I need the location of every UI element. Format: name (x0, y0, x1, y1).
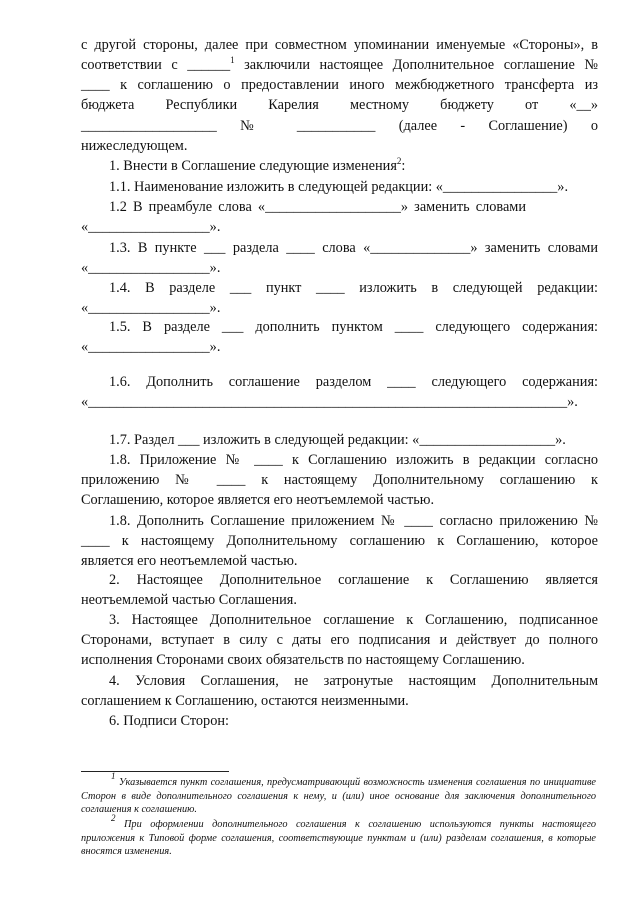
item-1-3-line-2: «_________________». (81, 260, 221, 276)
item-1-heading (109, 157, 405, 176)
item-2-line-2: неотъемлемой частью Соглашения. (81, 592, 297, 608)
preamble-line-1: с другой стороны, далее при совместном упоминании именуемые «Стороны», в (81, 37, 598, 53)
item-6-signatures: 6. Подписи Сторон: (109, 713, 229, 729)
item-1-7: 1.7. Раздел ___ изложить в следующей редакции: «___________________». (109, 432, 566, 448)
item-1-8-line-2: приложению № ____ к настоящему Дополнительному соглашению к (81, 472, 598, 488)
item-1-8b-line-2: ____ к настоящему Дополнительному соглашению к Соглашению, которое (81, 533, 598, 549)
footnote-ref-1: 1 (230, 55, 235, 65)
footnote-2-text: При оформлении дополнительного соглашения к соглашению используются пункты настоящего приложения к Типовой форме соглашения, соответствующие пунктам и (или) разделам соглашения, в которые вносятся изменения. (81, 819, 596, 858)
preamble-line-4: бюджета Республики Карелия местному бюджету от «__» (81, 97, 598, 113)
item-1-4-line-2: «_________________». (81, 300, 221, 316)
item-1-5-line-2: «_________________». (81, 339, 221, 355)
item-1-6-line-1: 1.6. Дополнить соглашение разделом ____ следующего содержания: (109, 374, 598, 390)
footnote-1-text: Указывается пункт соглашения, предусматривающий возможность изменения соглашения по инициативе Сторон в виде дополнительного соглашения к нему, и (или) иное основание для заключения дополнительного соглашения к соглашению. (81, 777, 596, 816)
item-1-3-line-1: 1.3. В пункте ___ раздела ____ слова «______________» заменить словами (109, 240, 598, 256)
item-4-line-2: соглашением к Соглашению, остаются неизменными. (81, 693, 409, 709)
item-3-line-3: исполнения Сторонами своих обязательств по настоящему Соглашению. (81, 652, 525, 668)
item-1-5-line-1: 1.5. В разделе ___ дополнить пунктом ____ следующего содержания: (109, 319, 598, 335)
preamble-line-5: ___________________ № ___________ (далее - Соглашение) о (81, 118, 598, 134)
footnote-2-mark: 2 (111, 813, 116, 823)
footnote-ref-2: 2 (396, 156, 402, 166)
item-1-8-line-3: Соглашению, которое является его неотъемлемой частью. (81, 492, 435, 508)
preamble-line-2-end: заключили настоящее Дополнительное соглашение № (234, 57, 598, 73)
footnote-1-mark: 1 (111, 771, 116, 781)
footnote-separator (81, 771, 229, 772)
preamble-line-3: ____ к соглашению о предоставлении иного межбюджетного трансферта из (81, 77, 598, 93)
item-1-6-line-2: «___________________________________________________________________». (81, 394, 578, 410)
item-3-line-1: 3. Настоящее Дополнительное соглашение к Соглашению, подписанное (109, 612, 598, 628)
item-4-line-1: 4. Условия Соглашения, не затронутые настоящим Дополнительным (109, 673, 598, 689)
preamble-line-2 (81, 56, 598, 75)
footnote-2 (81, 813, 596, 859)
item-1-text: 1. Внести в Соглашение следующие изменения (109, 158, 397, 174)
item-1-8b-line-3: является его неотъемлемой частью. (81, 553, 298, 569)
preamble-line-2-start: соответствии с ______ (81, 57, 231, 73)
item-1-8b-line-1: 1.8. Дополнить Соглашение приложением № ____ согласно приложению № (109, 513, 598, 529)
item-3-line-2: Сторонами, вступает в силу с даты его подписания и действует до полного (81, 632, 598, 648)
item-1-2-line-2: «_________________». (81, 219, 221, 235)
preamble-line-6: нижеследующем. (81, 138, 188, 154)
footnote-1 (81, 771, 596, 817)
item-1-1: 1.1. Наименование изложить в следующей редакции: «________________». (109, 179, 569, 195)
item-1-2-line-1: 1.2 В преамбуле слова «___________________» заменить словами (109, 199, 526, 215)
item-1-4-line-1: 1.4. В разделе ___ пункт ____ изложить в следующей редакции: (109, 280, 598, 296)
item-1-8-line-1: 1.8. Приложение № ____ к Соглашению изложить в редакции согласно (109, 452, 598, 468)
item-2-line-1: 2. Настоящее Дополнительное соглашение к Соглашению является (109, 572, 598, 588)
item-1-colon: : (401, 158, 406, 174)
